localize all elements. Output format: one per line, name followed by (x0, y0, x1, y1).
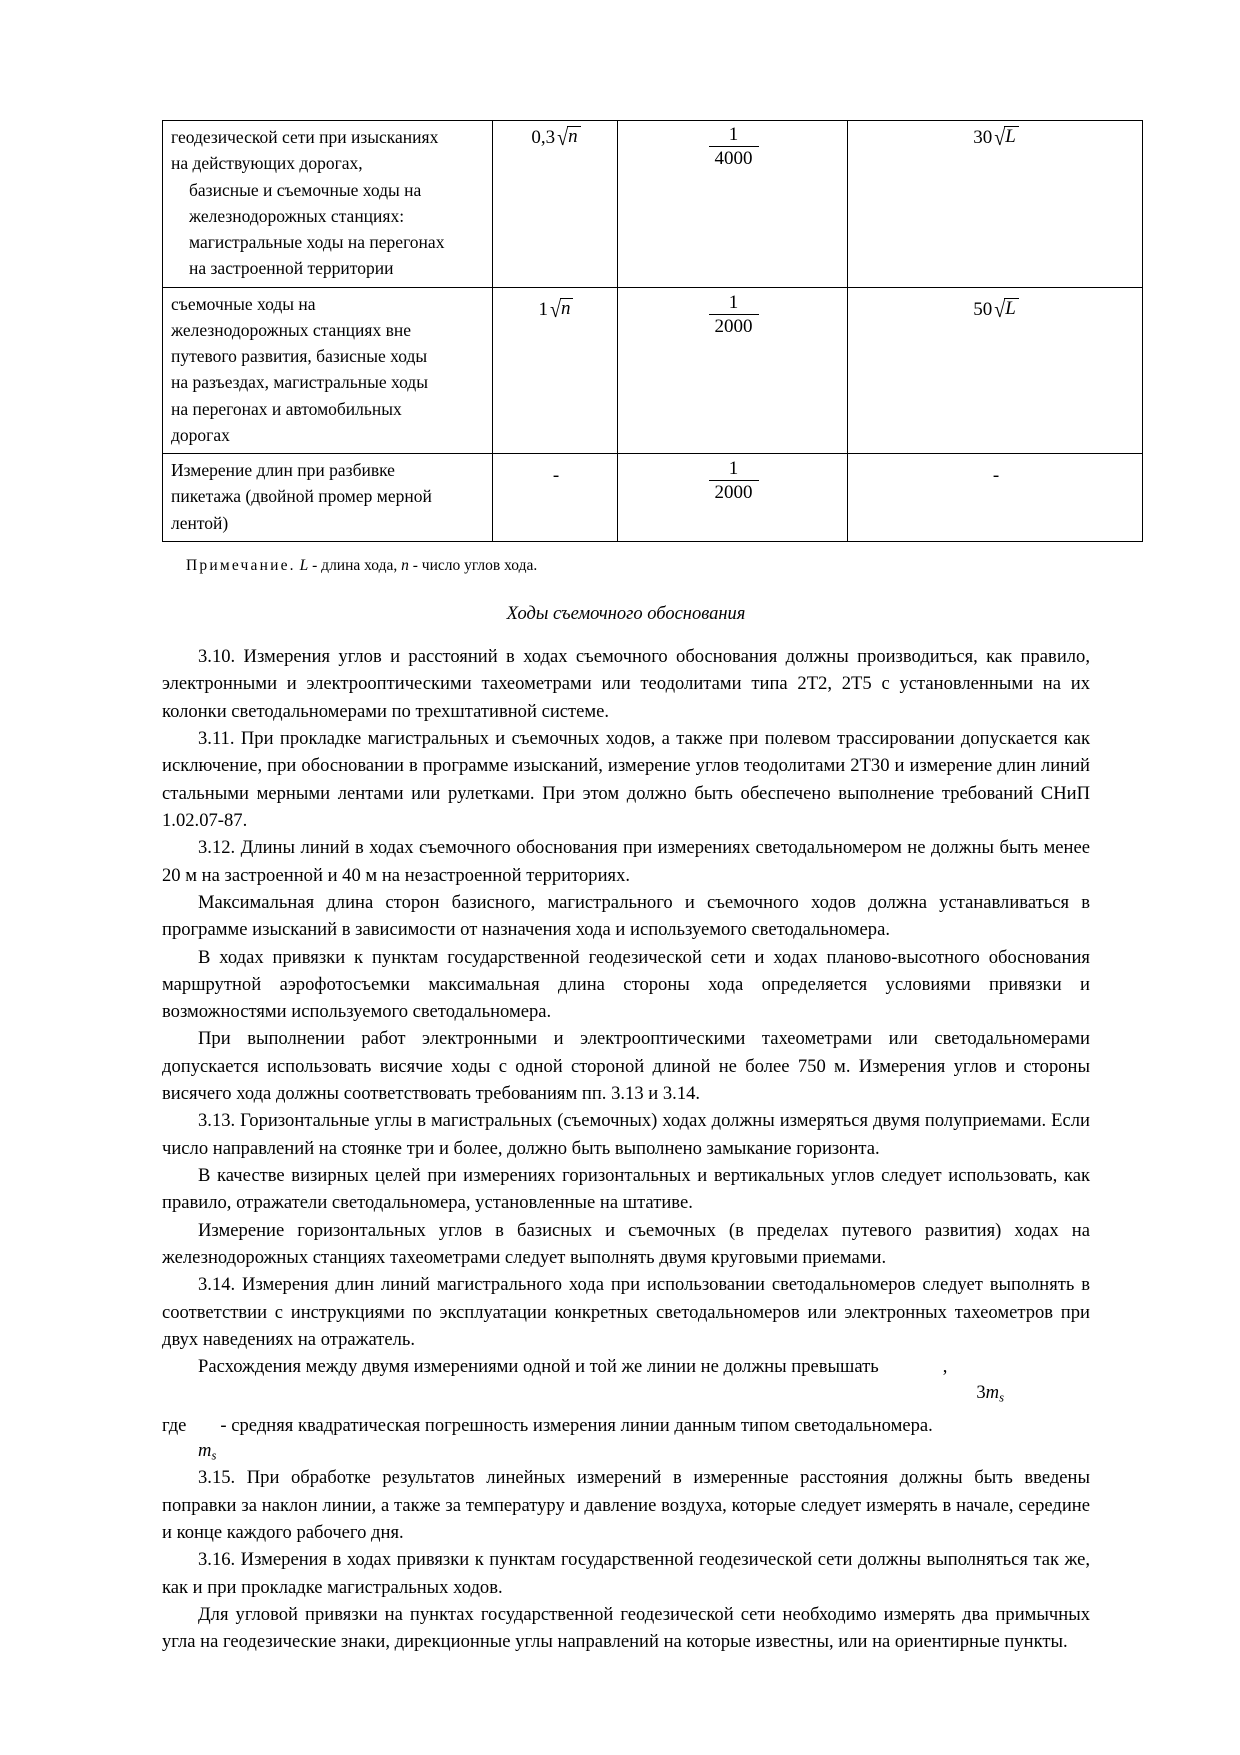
table-cell-linear-accuracy (848, 287, 1143, 454)
note-text-L: - длина хода, (308, 556, 402, 574)
paragraph: 3.13. Горизонтальные углы в магистральных (съемочных) ходах должны измеряться двумя полуприемами. Если число направлений на стоянке три и более, должно быть выполнено замыкание горизонта. (162, 1110, 1090, 1159)
paragraph: 3.15. При обработке результатов линейных измерений в измеренные расстояния должны быть введены поправки за наклон линии, а также за температуру и давление воздуха, которые следует измерять в начале, середине и конце каждого рабочего дня. (162, 1467, 1090, 1544)
sqrt-icon: √L (992, 127, 1019, 148)
paragraph: Максимальная длина сторон базисного, магистрального и съемочного ходов должна устанавливаться в программе изысканий в зависимости от назначения хода и используемого светодальномера. (162, 891, 1090, 941)
where-symbol-subscript: s (211, 1448, 217, 1463)
table-cell-linear-accuracy (848, 121, 1143, 288)
table-row (163, 121, 1143, 288)
paragraph: В ходах привязки к пунктам государственной геодезической сети и ходах планово-высотного обоснования маршрутной аэрофотосъемки максимальная длина стороны хода определяется условиями привязки и возможностями используемого светодальномера. (162, 946, 1090, 1023)
paragraph: Для угловой привязки на пунктах государственной геодезической сети необходимо измерять два примычных угла на геодезические знаки, дирекционные углы направлений на которые известны, или на ориентирные пункты. (162, 1604, 1090, 1653)
table-cell-description (163, 287, 493, 454)
table-cell-relative-accuracy (618, 287, 848, 454)
formula-fraction: $\frac{1}{4000}$ (709, 124, 759, 170)
page-content (162, 120, 1090, 1656)
table-cell-relative-accuracy (618, 454, 848, 542)
paragraph: В качестве визирных целей при измерениях горизонтальных и вертикальных углов следует использовать, как правило, отражатели светодальномера, установленные на штативе. (162, 1165, 1090, 1214)
desc-line: съемочные ходы на (171, 293, 316, 314)
table-cell-relative-accuracy (618, 121, 848, 288)
desc-line: на перегонах и автомобильных (171, 398, 402, 419)
table-cell-description (163, 121, 493, 288)
formula-linear: 50 √L (973, 299, 1019, 320)
accuracy-requirements-table (162, 120, 1143, 542)
where-line (162, 1412, 1090, 1439)
desc-line: на действующих дорогах, (171, 153, 363, 174)
paragraph: При выполнении работ электронными и электрооптическими тахеометрами или светодальномерами допускается использовать висячие ходы с одной стороной длиной не более 750 м. Измерения углов и стороны висячего хода должны соответствовать требованиям пп. 3.13 и 3.14. (162, 1028, 1090, 1105)
note-symbol-L: L (299, 556, 309, 574)
table-row (163, 454, 1143, 542)
note-text-n: - число углов хода. (408, 556, 538, 574)
formula-fraction: $\frac{1}{2000}$ (709, 458, 759, 504)
table-note (162, 556, 1090, 576)
desc-line: Измерение длин при разбивке (171, 460, 395, 480)
paragraph: 3.12. Длины линий в ходах съемочного обоснования при измерениях светодальномером не должны быть менее 20 м на застроенной и 40 м на незастроенной территориях. (162, 837, 1090, 886)
formula-3ms (162, 1381, 1090, 1406)
formula-linear: 30 √L (973, 127, 1019, 148)
desc-line: путевого развития, базисные ходы (171, 346, 428, 366)
where-label: где (162, 1414, 187, 1436)
desc-line: лентой) (171, 512, 229, 533)
table-cell-angular-accuracy (493, 287, 618, 454)
formula-angular: 0,3 √n (531, 127, 580, 148)
table-cell-linear-accuracy (848, 454, 1143, 542)
desc-line: пикетажа (двойной промер мерной (171, 486, 432, 507)
dash-placeholder: - (552, 465, 560, 486)
formula-coefficient: 3 (976, 1381, 986, 1403)
table-row (163, 287, 1143, 454)
note-label: Примечание. (186, 556, 296, 574)
formula-lead-text: Расхождения между двумя измерениями одной и той же линии не должны превышать (198, 1356, 879, 1378)
desc-line: дорогах (171, 424, 230, 445)
table-cell-angular-accuracy (493, 454, 618, 542)
section-heading: Ходы съемочного обоснования (506, 603, 746, 624)
sqrt-icon: √L (992, 299, 1019, 320)
desc-line: на разъездах, магистральные ходы (171, 372, 428, 393)
desc-line: на застроенной территории (189, 258, 394, 279)
formula-fraction: $\frac{1}{2000}$ (709, 292, 759, 338)
desc-line: магистральные ходы на перегонах (189, 232, 445, 252)
paragraph: 3.16. Измерения в ходах привязки к пунктам государственной геодезической сети должны выполняться так же, как и при прокладке магистральных ходов. (162, 1549, 1090, 1598)
note-symbol-n: n (401, 556, 409, 574)
paragraph: Измерение горизонтальных углов в базисных и съемочных (в пределах путевого развития) ходах на железнодорожных станциях тахеометрами следует выполнять двумя круговыми приемами. (162, 1219, 1090, 1269)
sqrt-icon: √n (555, 127, 580, 148)
where-symbol-ms (162, 1439, 1090, 1464)
paragraph: 3.10. Измерения углов и расстояний в ходах съемочного обоснования должны производиться, как правило, электронными и электрооптическими тахеометрами или теодолитами типа 2Т2, 2Т5 с установленными на их колонки светодальномерами по трехштативной системе. (162, 645, 1090, 722)
formula-angular: 1 √n (539, 299, 574, 320)
where-text: - средняя квадратическая погрешность измерения линии данным типом светодальномера. (220, 1414, 933, 1436)
table-cell-angular-accuracy (493, 121, 618, 288)
desc-line: железнодорожных станциях: (189, 205, 405, 226)
desc-line: базисные и съемочные ходы на (189, 179, 422, 200)
formula-variable: m (985, 1381, 1000, 1403)
formula-subscript: s (999, 1390, 1004, 1405)
formula-lead-paragraph (162, 1353, 1090, 1380)
paragraph: 3.14. Измерения длин линий магистрального хода при использовании светодальномеров следует выполнять в соответствии с инструкциями по эксплуатации конкретных светодальномеров или электронных тахеометров при двух наведениях на отражатель. (162, 1274, 1090, 1351)
formula-trailing-comma: , (942, 1356, 948, 1378)
desc-line: геодезической сети при изысканиях (171, 127, 439, 147)
sqrt-icon: √n (548, 299, 573, 320)
dash-placeholder: - (992, 465, 1000, 486)
paragraph: 3.11. При прокладке магистральных и съемочных ходов, а также при полевом трассировании допускается как исключение, при обосновании в программе изысканий, измерение углов теодолитами 2Т30 и измерение длин линий стальными мерными лентами или рулетками. При этом должно быть обеспечено выполнение требований СНиП 1.02.07-87. (162, 727, 1090, 831)
table-cell-description (163, 454, 493, 542)
where-symbol-variable: m (198, 1440, 212, 1462)
desc-line: железнодорожных станциях вне (171, 319, 411, 340)
